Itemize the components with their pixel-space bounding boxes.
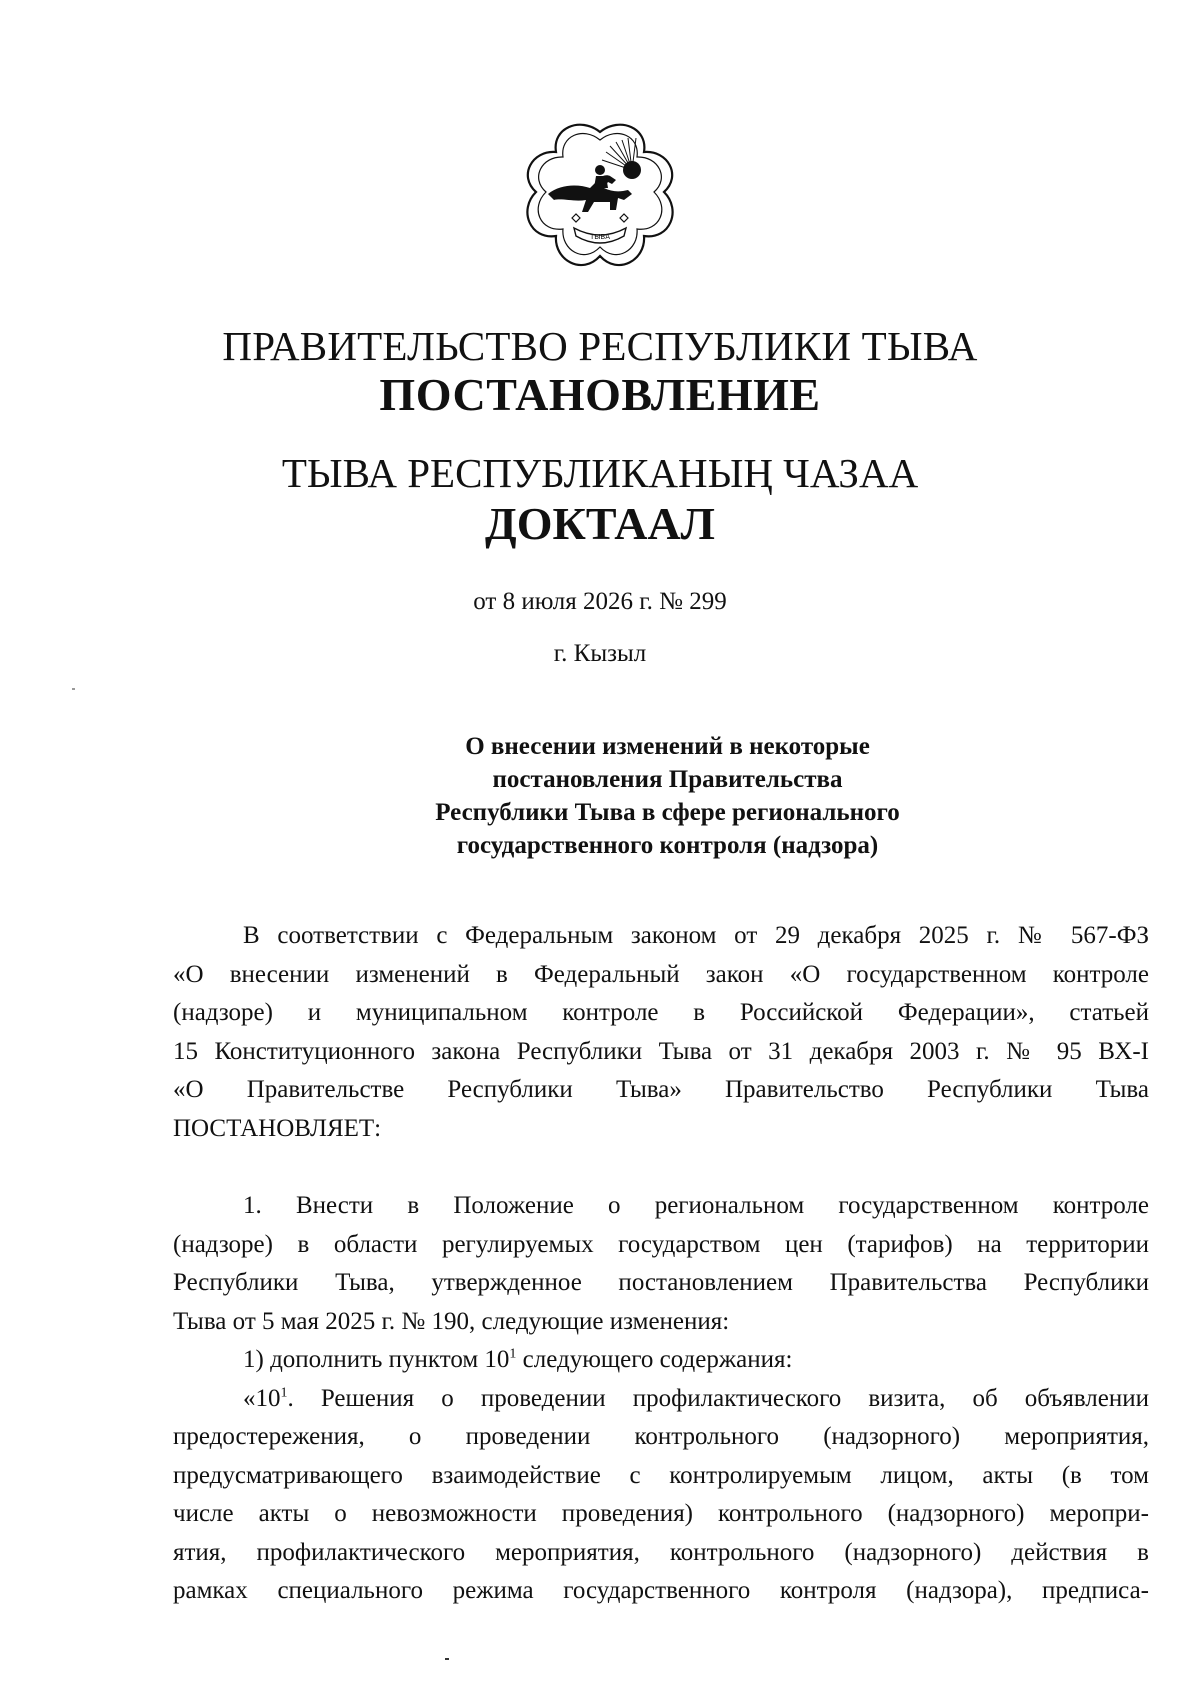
superscript: 1	[509, 1346, 517, 1362]
quote-prefix: «10	[243, 1384, 281, 1412]
title-line: О внесении изменений в некоторые	[465, 733, 870, 760]
text-line: ПОСТАНОВЛЯЕТ:	[173, 1114, 382, 1142]
scan-speck	[72, 688, 75, 690]
emblem-ribbon-text: ТЫВА	[589, 233, 611, 241]
title-line: постановления Правительства	[492, 766, 843, 793]
text-line: «О внесении изменений в Федеральный закон «О государственном контроле	[173, 960, 1149, 988]
subclause-1-prefix: 1) дополнить пунктом 10	[243, 1346, 510, 1373]
quote-first-line	[173, 1380, 1149, 1419]
text-line: числе акты о невозможности проведения) контрольного (надзорного) меропри-	[173, 1500, 1149, 1527]
text-line: рамках специального режима государственного контроля (надзора), предписа-	[173, 1577, 1149, 1604]
preamble-paragraph	[173, 917, 1149, 1148]
clause-1	[173, 1187, 1149, 1611]
document-date-number: от 8 июля 2026 г. № 299	[473, 588, 727, 615]
document-city: г. Кызыл	[553, 640, 647, 667]
text-line: 15 Конституционного закона Республики Тыва от 31 декабря 2003 г. № 95 ВХ-I	[173, 1037, 1149, 1065]
page-mark	[445, 1658, 449, 1660]
title-line: Республики Тыва в сфере регионального	[435, 799, 900, 826]
text-line: В соответствии с Федеральным законом от 29 декабря 2025 г. № 567-ФЗ	[243, 922, 1149, 949]
text-line: «О Правительстве Республики Тыва» Правительство Республики Тыва	[173, 1076, 1149, 1103]
tuva-coat-of-arms-icon	[520, 118, 680, 278]
text-line: предусматривающего взаимодействие с контролируемым лицом, акты (в том	[173, 1461, 1149, 1489]
quote-first-rest: . Решения о проведении профилактического визита, об объявлении	[287, 1384, 1149, 1412]
subclause-1-suffix: следующего содержания:	[516, 1346, 793, 1373]
text-line: (надзоре) и муниципальном контроле в Российской Федерации», статьей	[173, 999, 1149, 1026]
text-line: Республики Тыва, утвержденное постановлением Правительства Республики	[173, 1269, 1149, 1296]
document-type-tuvan: ДОКТААЛ	[485, 498, 715, 549]
government-name-russian: ПРАВИТЕЛЬСТВО РЕСПУБЛИКИ ТЫВА	[222, 323, 978, 369]
text-line: ятия, профилактического мероприятия, контрольного (надзорного) действия в	[173, 1538, 1149, 1566]
text-line: предостережения, о проведении контрольного (надзорного) мероприятия,	[173, 1423, 1149, 1450]
superscript: 1	[280, 1385, 288, 1401]
document-type-russian: ПОСТАНОВЛЕНИЕ	[379, 369, 821, 420]
text-line: 1. Внести в Положение о региональном государственном контроле	[243, 1192, 1149, 1219]
government-name-tuvan: ТЫВА РЕСПУБЛИКАНЫҢ ЧАЗАА	[281, 450, 919, 496]
document-title	[395, 730, 940, 862]
subclause-1	[173, 1341, 1149, 1380]
title-line: государственного контроля (надзора)	[456, 832, 879, 859]
text-line: (надзоре) в области регулируемых государством цен (тарифов) на территории	[173, 1230, 1149, 1258]
text-line: Тыва от 5 мая 2025 г. № 190, следующие изменения:	[173, 1307, 730, 1335]
